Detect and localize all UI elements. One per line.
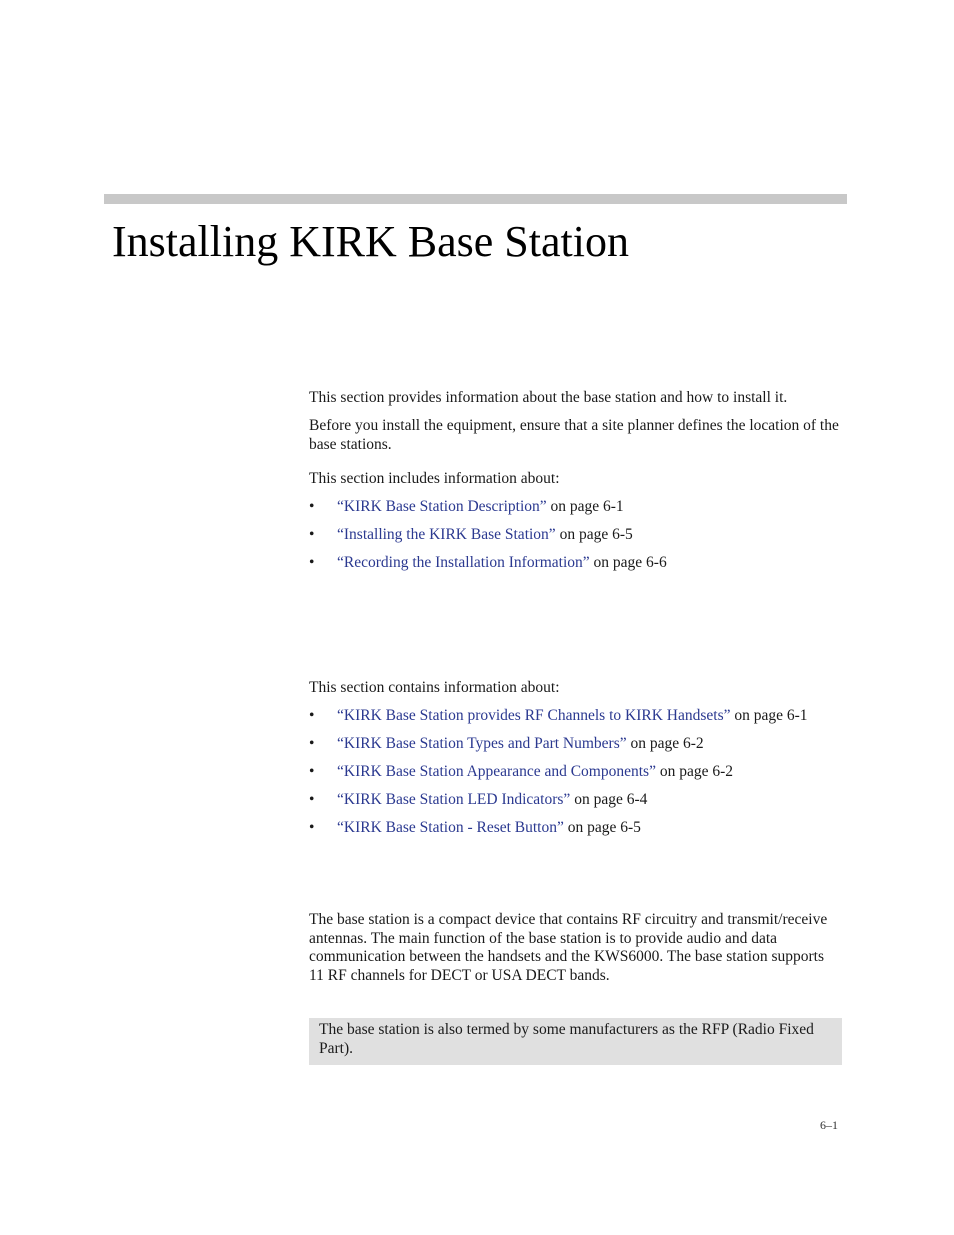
intro-paragraph-3: This section includes information about:: [309, 470, 560, 487]
bullet: •: [309, 525, 315, 543]
page-reference: on page 6-6: [589, 553, 667, 571]
intro-paragraph-2: Before you install the equipment, ensure that a site planner defines the location of the base stations.: [309, 417, 839, 453]
list-item: [309, 791, 844, 819]
intro-list-block: [309, 470, 844, 582]
page-reference: on page 6-2: [655, 762, 734, 780]
bullet: •: [309, 706, 315, 724]
bullet: •: [309, 790, 315, 808]
list-item: [309, 763, 844, 791]
page-reference: on page 6-2: [626, 734, 704, 752]
bullet: •: [309, 553, 315, 571]
chapter-title: Installing KIRK Base Station: [112, 217, 629, 266]
note-box: [309, 1018, 842, 1065]
list-item: [309, 819, 844, 847]
list-item: [309, 554, 844, 582]
description-section: [309, 679, 844, 847]
page-number: 6–1: [820, 1118, 838, 1132]
intro-paragraph-2-block: [309, 417, 844, 454]
note-text: The base station is also termed by some manufacturers as the RFP (Radio Fixed Part).: [319, 1021, 814, 1057]
link-installing-kirk-base-station[interactable]: “Installing the KIRK Base Station”: [337, 525, 556, 543]
page-reference: on page 6-4: [570, 790, 648, 808]
description-paragraph: This section contains information about:: [309, 679, 560, 696]
link-rf-channels-to-handsets[interactable]: “KIRK Base Station provides RF Channels to KIRK Handsets”: [337, 706, 731, 724]
intro-section: [309, 389, 844, 408]
bullet: •: [309, 734, 315, 752]
intro-topic-list: [309, 498, 844, 582]
page-reference: on page 6-5: [563, 818, 641, 836]
link-reset-button[interactable]: “KIRK Base Station - Reset Button”: [337, 818, 564, 836]
description-topic-list: [309, 707, 844, 847]
bullet: •: [309, 497, 315, 515]
page-reference: on page 6-1: [546, 497, 624, 515]
page-reference: on page 6-1: [730, 706, 808, 724]
chapter-rule-bar: [104, 194, 847, 204]
list-item: [309, 498, 844, 526]
link-appearance-and-components[interactable]: “KIRK Base Station Appearance and Components”: [337, 762, 656, 780]
list-item: [309, 707, 844, 735]
page-reference: on page 6-5: [555, 525, 633, 543]
intro-paragraph-1: This section provides information about the base station and how to install it.: [309, 389, 788, 406]
bullet: •: [309, 762, 315, 780]
link-led-indicators[interactable]: “KIRK Base Station LED Indicators”: [337, 790, 571, 808]
bullet: •: [309, 818, 315, 836]
rf-section: [309, 911, 842, 985]
rf-paragraph: The base station is a compact device that contains RF circuitry and transmit/receive antennas. The main function of the base station is to provide audio and data communication between the handsets and the KWS6000. The base station supports 11 RF channels for DECT or USA DECT bands.: [309, 911, 828, 984]
list-item: [309, 526, 844, 554]
link-kirk-base-station-description[interactable]: “KIRK Base Station Description”: [337, 497, 547, 515]
list-item: [309, 735, 844, 763]
link-recording-installation-information[interactable]: “Recording the Installation Information”: [337, 553, 590, 571]
link-types-and-part-numbers[interactable]: “KIRK Base Station Types and Part Numbers”: [337, 734, 627, 752]
